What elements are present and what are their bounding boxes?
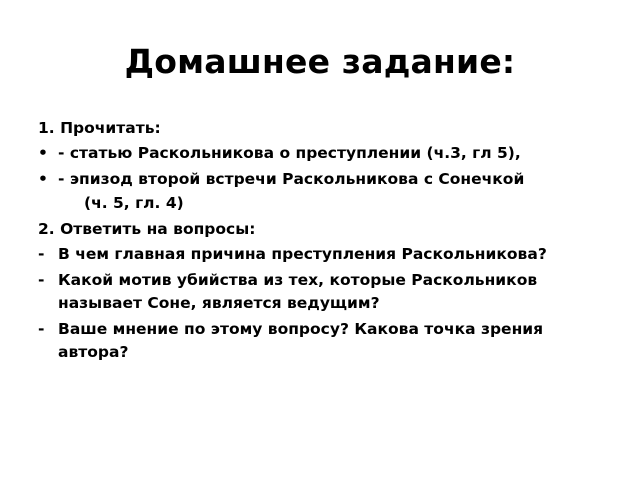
question-item [38, 243, 618, 266]
slide-title: Домашнее задание: [124, 42, 516, 81]
dash-marker: - [38, 245, 45, 263]
dash-marker: - [38, 271, 45, 289]
question-item-text: В чем главная причина преступления Раскольникова? [58, 245, 547, 263]
bullet-marker: • [38, 144, 48, 162]
read-item-episode-reference: (ч. 5, гл. 4) [84, 194, 184, 212]
read-item-episode-text: - эпизод второй встречи Раскольникова с Сонечкой [58, 170, 525, 188]
question-item [38, 318, 618, 364]
dash-marker: - [38, 320, 45, 338]
read-item-episode [38, 168, 618, 191]
bullet-marker: • [38, 170, 48, 188]
section-answer-heading: 2. Ответить на вопросы: [38, 220, 256, 238]
question-item-text: Какой мотив убийства из тех, которые Раскольников называет Соне, является ведущим? [58, 271, 538, 312]
read-item-article-text: - статью Раскольникова о преступлении (ч.3, гл 5), [58, 144, 521, 162]
homework-content [38, 117, 618, 367]
read-item-article [38, 142, 618, 165]
question-item-text: Ваше мнение по этому вопросу? Какова точка зрения автора? [58, 320, 544, 361]
question-item [38, 269, 618, 315]
section-read-heading: 1. Прочитать: [38, 119, 161, 137]
